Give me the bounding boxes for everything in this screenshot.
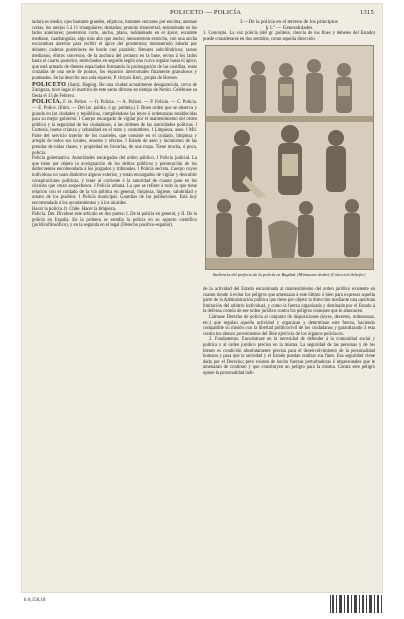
illustration-drawing xyxy=(206,46,373,269)
paragraph: de la actividad del Estado encaminada al mantenimiento del orden jurídico existente en cuanto tiende á evitar los peligros que amenazan á este último ó bien para expresar aquella parte de la Administración pública que tiene por objeto la dirección mediante una oportuna limitación del arbitrio individual, y como la fuerza organizada y destinada por el Estado á la defensa común de ese orden jurídico contra los peligros comunes que le amenacen. xyxy=(203,287,375,315)
paragraph: Policía. Der. Dividese este artículo en dos partes: I. De la policía en general, y II. De la policía en España. En la primera se estudia la policía en su aspecto científico (jurídicofilosófico), y en la segunda en el legal (Derecho positivo-español). xyxy=(32,212,197,229)
right-column-bottom xyxy=(203,287,375,377)
page-number: 1315 xyxy=(360,9,374,16)
entry-policeto xyxy=(32,82,197,100)
paragraph: tadura es media; ojos bastante grandes, elípticos, bastante cercanos por encima; antenas cortas, los artejos 5 á 11 triangulares; dentados; pronoto transversal, redondeado en los lados anteriores; presternón corto, ancho, plano, redondeado en el ápice; escudete mediano, cuadrangular, algo más alto que ancho; mesosternón estrecho, con una ancha excavadura anterior para recibir el ápice del prosternón; metasternón lobado por delante; caderas posteriores de borde casi paralelo; fémures subcilíndricos; tarsos medianos; élitros convexos, de la anchura del pronoto en la base, rectos á los lados hasta el cuarto posterior, estrechados en seguida según una curva regular hasta el ápice, que está armado de dientes espaciados formando la prolongación de las costillas, estas cruzadas de una serie de puntos, los espacios intercostales finamente granulosos y punteados. Se ha descrito una sola especie, P. chrysis Kerr., propia de Borneo. xyxy=(32,20,197,81)
illustration-caption: Audiencia del prefecto de la policía en Bagdad. (Miniatura árabe) (Colección Schefer) xyxy=(212,272,366,277)
encyclopedia-page xyxy=(22,4,382,592)
left-column xyxy=(32,20,197,229)
paragraph: Hacer la policía. fr. Chile. Hacer la limpieza. xyxy=(32,206,116,212)
miniature-illustration xyxy=(205,45,374,270)
paragraph: 1. Concepto. La voz policía (del gr. politeia, ciencia de los fines y deberes del Estado) puede considerarse en dos sentidos, como aquella dirección xyxy=(203,31,375,42)
subsection-heading: § 1.º — Generalidades xyxy=(265,24,313,31)
headword: POLICETO xyxy=(32,80,67,88)
listing-code: lt 8,150,18 xyxy=(24,598,46,603)
right-column-top xyxy=(203,20,375,42)
entry-text: F. Ie. Police. — It. Polizia. — A. Polizei. — P. Policia. — C. Policia. — E. Police. (Etim. — Del lat. politia, ó gr. politeia.) f. Buen orden que se observa y guarda en las ciudades y repúblicas, cumpliéndose las leyes ú ordenanzas establecidas para su mejor gobierno. ‖ Cuerpo encargado de vigilar por el mantenimiento del orden público y la seguridad de los ciudadanos, á las órdenes de las autoridades políticas. ‖ Cortesía, buena crianza y urbanidad en el trato y costumbres. ‖ Limpieza, aseo. ‖ Mil. Parte del servicio interior de los cuarteles, que consiste en el cuidado, limpieza y arreglo de todos sus locales, enseres y efectos. ‖ Estado de aseo y lucimiento de las prendas de todas clases, y propiedad en llevarlas, de una tropa. Tiene mucha, ó poca, policía. xyxy=(32,100,198,156)
barcode-icon xyxy=(330,595,382,613)
paragraph: Policía gubernativa. Autoridades encargadas del orden público. ‖ Policía judicial. La que tiene por objeto la averiguación de los delitos públicos y persecución de los delincuentes encomendada á los juzgados y tribunales. ‖ Policía secreta. Cuerpo cuyos individuos no usan distintivo alguno exterior, y están encargados de vigilar y descubrir conspiraciones políticas, y tener al corriente á la autoridad de cuanto pase en los círculos que crean sospechosos. ‖ Policía urbana. La que se refiere á todo lo que tiene relación con el cuidado de la vía pública en general, limpieza, higiene, salubridad y ornato de los pueblos. ‖ Policía municipal. Guardias de las poblaciones. Está hoy encomendada á los ayuntamientos y á los alcaldes. xyxy=(32,156,197,206)
entry-policia xyxy=(32,99,197,156)
page-header xyxy=(22,6,382,18)
section-heading: I.—De la policía en el terreno de los principios xyxy=(240,19,338,25)
running-title: POLICETO — POLICÍA xyxy=(170,9,242,16)
entry-text: (Sam). Hagiog. He una ciudad actualmente desaparecida, cerca de Zaragoza, tuvo lugar el martirio de este santo dirrono en tiempo de Nerón. Celébrase su fiesta el 13 de Febrero. xyxy=(32,82,198,99)
headword: POLICÍA. xyxy=(32,98,62,106)
paragraph: Llámase Derecho de policía al conjunto de disposiciones (leyes, decretos, ordenanzas, etc.) que regulan aquella actividad y organizan y determinan este fuerza, haciendo compatible su misión con la libertad políticocivil de los ciudadanos y garantizando á esta contra los abusos provenientes del libre ejercicio de los órganos policíacos. xyxy=(203,314,375,337)
paragraph: 2. Fundamento. Encuéntrase en la necesidad de defender á la comunidad social y política y al orden jurídico preciso en la misma. La seguridad de las personas y de los bienes es condición absolutamente precisa para el desenvolvimiento de la personalidad humana y para que la sociedad y el Estado puedan realizar sus fines. Esa seguridad viene dada por el Derecho; pero existen de hecho fuerzas perturbadoras é impersonales que le amenazan de continuo y que constituyen un peligro para la misma. Contra este peligro opone la personalidad indi- xyxy=(203,337,375,376)
